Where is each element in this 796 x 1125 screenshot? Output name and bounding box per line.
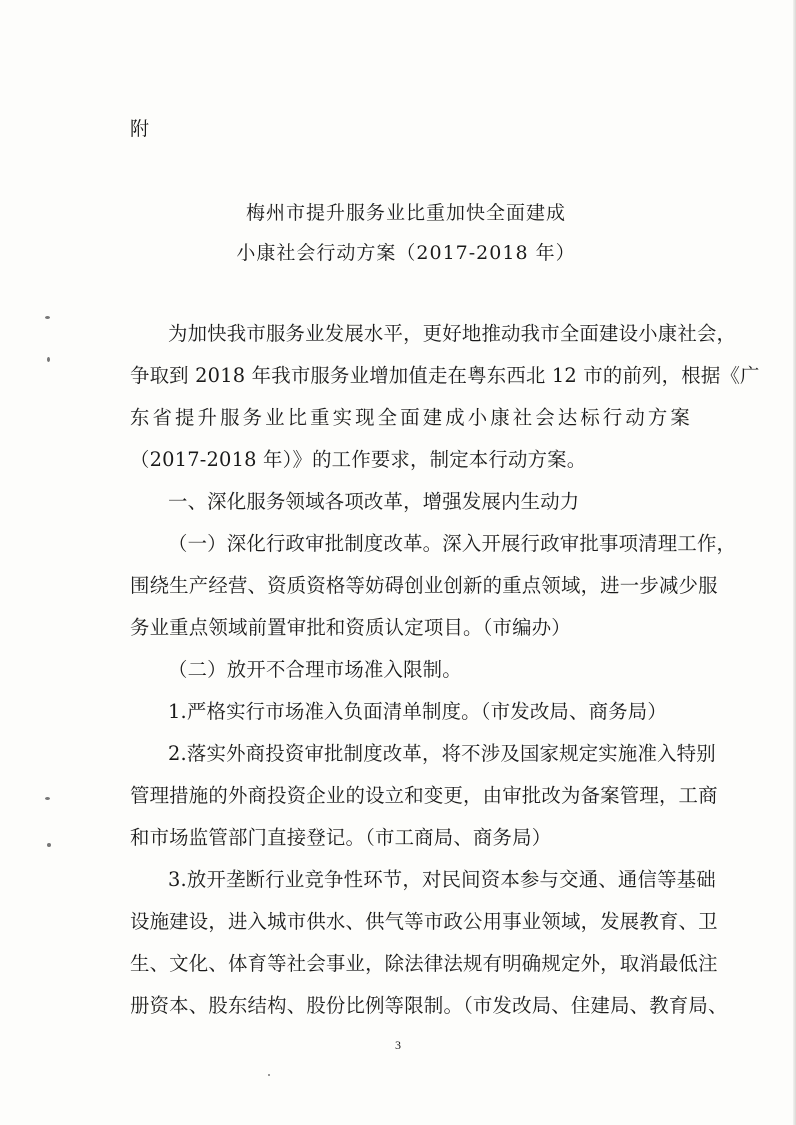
section-heading: 一、深化服务领域各项改革，增强发展内生动力 xyxy=(168,490,580,513)
scan-speck xyxy=(47,357,50,362)
body-line: （一）深化行政审批制度改革。深入开展行政审批事项清理工作， xyxy=(168,532,737,555)
scan-speck xyxy=(47,843,51,847)
body-line: 围绕生产经营、资质资格等妨碍创业创新的重点领域，进一步减少服 xyxy=(130,574,718,597)
body-line: 争取到 2018 年我市服务业增加值走在粤东西北 12 市的前列，根据《广 xyxy=(130,364,760,387)
body-line: 设施建设，进入城市供水、供气等市政公用事业领域，发展教育、卫 xyxy=(130,910,718,933)
body-line: 务业重点领域前置审批和资质认定项目。（市编办） xyxy=(130,616,571,639)
document-title-line-1: 梅州市提升服务业比重加快全面建成 xyxy=(245,202,566,224)
annex-label: 附 xyxy=(130,118,151,140)
body-line: 和市场监管部门直接登记。（市工商局、商务局） xyxy=(130,826,552,849)
subsection-heading: （二）放开不合理市场准入限制。 xyxy=(168,658,462,681)
scan-speck xyxy=(268,1074,270,1076)
scan-speck xyxy=(45,797,50,800)
list-item: 1.严格实行市场准入负面清单制度。（市发改局、商务局） xyxy=(168,700,667,723)
body-line: 管理措施的外商投资企业的设立和变更，由审批改为备案管理，工商 xyxy=(130,784,718,807)
document-title-line-2: 小康社会行动方案（2017-2018 年） xyxy=(236,242,576,264)
list-item: 3.放开垄断行业竞争性环节，对民间资本参与交通、通信等基础 xyxy=(168,868,716,891)
list-item: 2.落实外商投资审批制度改革，将不涉及国家规定实施准入特别 xyxy=(168,742,716,765)
body-line: （2017-2018 年）》的工作要求，制定本行动方案。 xyxy=(130,448,587,471)
body-line: 东省提升服务业比重实现全面建成小康社会达标行动方案 xyxy=(130,406,690,429)
page-number: 3 xyxy=(395,1038,401,1052)
body-line: 册资本、股东结构、股份比例等限制。（市发改局、住建局、教育局、 xyxy=(130,994,728,1017)
body-line: 为加快我市服务业发展水平，更好地推动我市全面建设小康社会， xyxy=(168,322,737,345)
scan-speck xyxy=(45,316,50,319)
body-line: 生、文化、体育等社会事业，除法律法规有明确规定外，取消最低注 xyxy=(130,952,718,975)
